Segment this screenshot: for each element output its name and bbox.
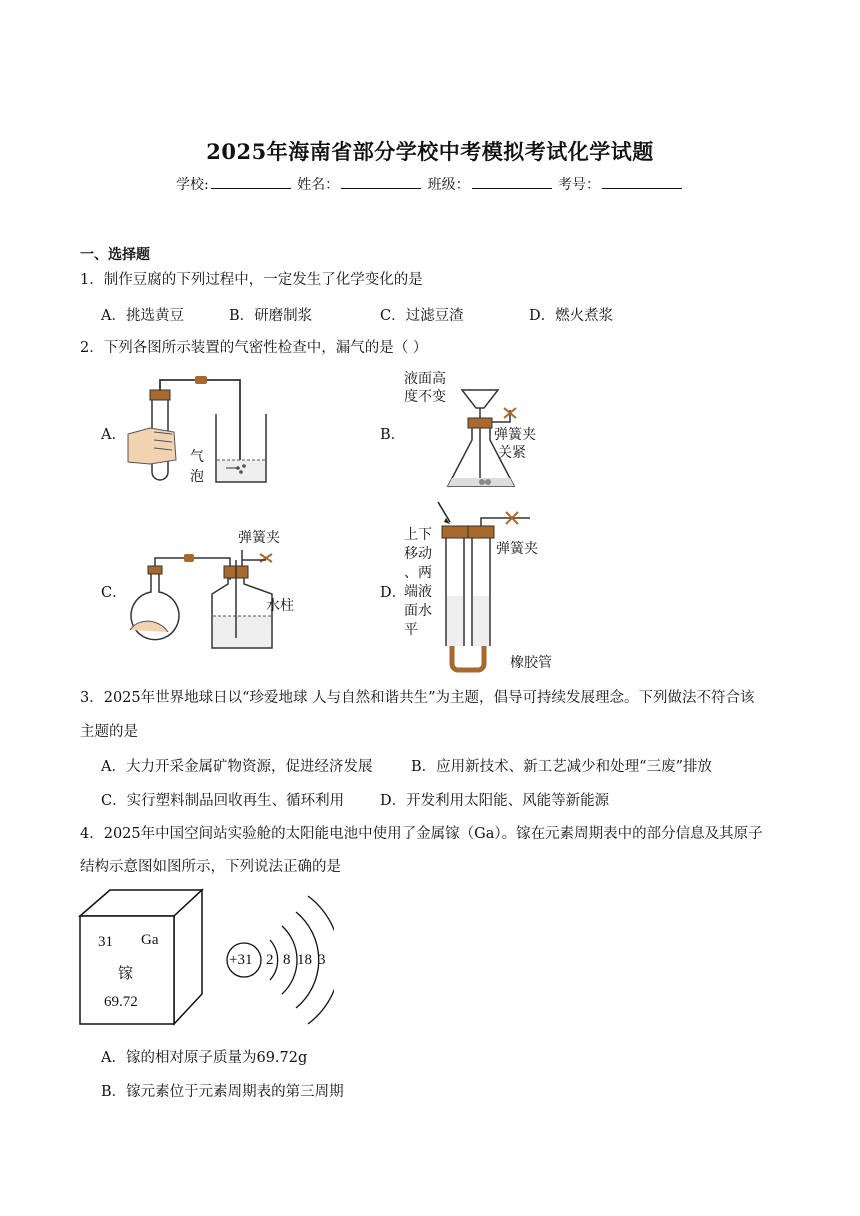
q1-option-c: C．过滤豆渣 bbox=[380, 308, 464, 324]
exam-no-blank[interactable] bbox=[602, 176, 682, 189]
q4-stem-line-1: 4．2025年中国空间站实验舱的太阳能电池中使用了金属镓（Ga）。镓在元素周期表中的部分信息及其原子 bbox=[80, 826, 763, 842]
figure-b-level-label-1: 液面高 bbox=[404, 371, 446, 387]
q1-stem: 1．制作豆腐的下列过程中，一定发生了化学变化的是 bbox=[80, 272, 423, 288]
figure-d-clip-label: 弹簧夹 bbox=[496, 541, 538, 557]
q4-option-b: B．镓元素位于元素周期表的第三周期 bbox=[101, 1084, 344, 1100]
element-name: 镓 bbox=[118, 964, 134, 982]
atom-nucleus: +31 bbox=[229, 952, 253, 968]
figure-d-move-line-2: 移动 bbox=[404, 546, 432, 562]
element-mass: 69.72 bbox=[104, 994, 138, 1010]
figure-d-move-line-3: 、两 bbox=[404, 565, 432, 581]
name-blank[interactable] bbox=[341, 176, 421, 189]
figure-d-tube-label: 橡胶管 bbox=[510, 655, 552, 671]
element-number: 31 bbox=[98, 934, 113, 950]
q2-label-d: D． bbox=[380, 585, 407, 601]
page-title: 2025年海南省部分学校中考模拟考试化学试题 bbox=[206, 139, 654, 164]
figure-a-bubble-label-1: 气 bbox=[190, 449, 204, 465]
school-label: 学校: bbox=[175, 177, 209, 193]
class-label: 班级： bbox=[427, 177, 470, 193]
q3-option-c: C．实行塑料制品回收再生、循环利用 bbox=[101, 793, 345, 809]
q3-stem-line-1: 3．2025年世界地球日以“珍爱地球 人与自然和谐共生”为主题，倡导可持续发展理念。下列做法不符合该 bbox=[80, 690, 755, 706]
school-blank[interactable] bbox=[211, 176, 291, 189]
atom-shell-2: 8 bbox=[283, 952, 291, 968]
q1-option-b: B．研磨制浆 bbox=[229, 308, 313, 324]
class-blank[interactable] bbox=[472, 176, 552, 189]
element-cube-figure bbox=[78, 886, 208, 1028]
q3-option-b: B．应用新技术、新工艺减少和处理“三废”排放 bbox=[411, 759, 712, 775]
q1-option-d: D．燃火煮浆 bbox=[529, 308, 614, 324]
figure-b-level-label-2: 度不变 bbox=[404, 389, 446, 405]
figure-b-clip-label-1: 弹簧夹 bbox=[494, 427, 536, 443]
figure-d-move-line-1: 上下 bbox=[404, 527, 432, 543]
q4-stem-line-2: 结构示意图如图所示，下列说法正确的是 bbox=[80, 859, 341, 875]
q2-label-b: B． bbox=[380, 427, 406, 443]
q2-label-a: A． bbox=[101, 427, 126, 443]
atom-shell-3: 18 bbox=[297, 952, 312, 968]
q4-option-a: A．镓的相对原子质量为69.72g bbox=[101, 1050, 308, 1066]
figure-b-clip-label-2: 关紧 bbox=[498, 445, 526, 461]
section-heading: 一、选择题 bbox=[80, 247, 150, 263]
atom-shell-1: 2 bbox=[266, 952, 274, 968]
q1-option-a: A．挑选黄豆 bbox=[101, 308, 184, 324]
figure-c-clip-label: 弹簧夹 bbox=[238, 530, 280, 546]
figure-d-move-line-6: 平 bbox=[404, 622, 418, 638]
atom-shell-4: 3 bbox=[318, 952, 326, 968]
q2-stem: 2．下列各图所示装置的气密性检查中，漏气的是（ ） bbox=[80, 340, 428, 356]
student-info-line bbox=[0, 174, 860, 194]
figure-d-move-label bbox=[404, 526, 432, 640]
figure-d-move-line-5: 面水 bbox=[404, 603, 432, 619]
figure-d-move-line-4: 端液 bbox=[404, 584, 432, 600]
element-symbol: Ga bbox=[141, 932, 159, 948]
figure-d-u-tube bbox=[430, 496, 540, 678]
q3-option-a: A．大力开采金属矿物资源，促进经济发展 bbox=[101, 759, 373, 775]
name-label: 姓名： bbox=[297, 177, 340, 193]
q3-option-d: D．开发利用太阳能、风能等新能源 bbox=[380, 793, 610, 809]
q2-label-c: C． bbox=[101, 585, 127, 601]
q3-stem-line-2: 主题的是 bbox=[80, 724, 138, 740]
figure-a-bubble-label-2: 泡 bbox=[190, 469, 204, 485]
figure-c-column-label: 水柱 bbox=[266, 598, 294, 614]
exam-no-label: 考号： bbox=[558, 177, 601, 193]
